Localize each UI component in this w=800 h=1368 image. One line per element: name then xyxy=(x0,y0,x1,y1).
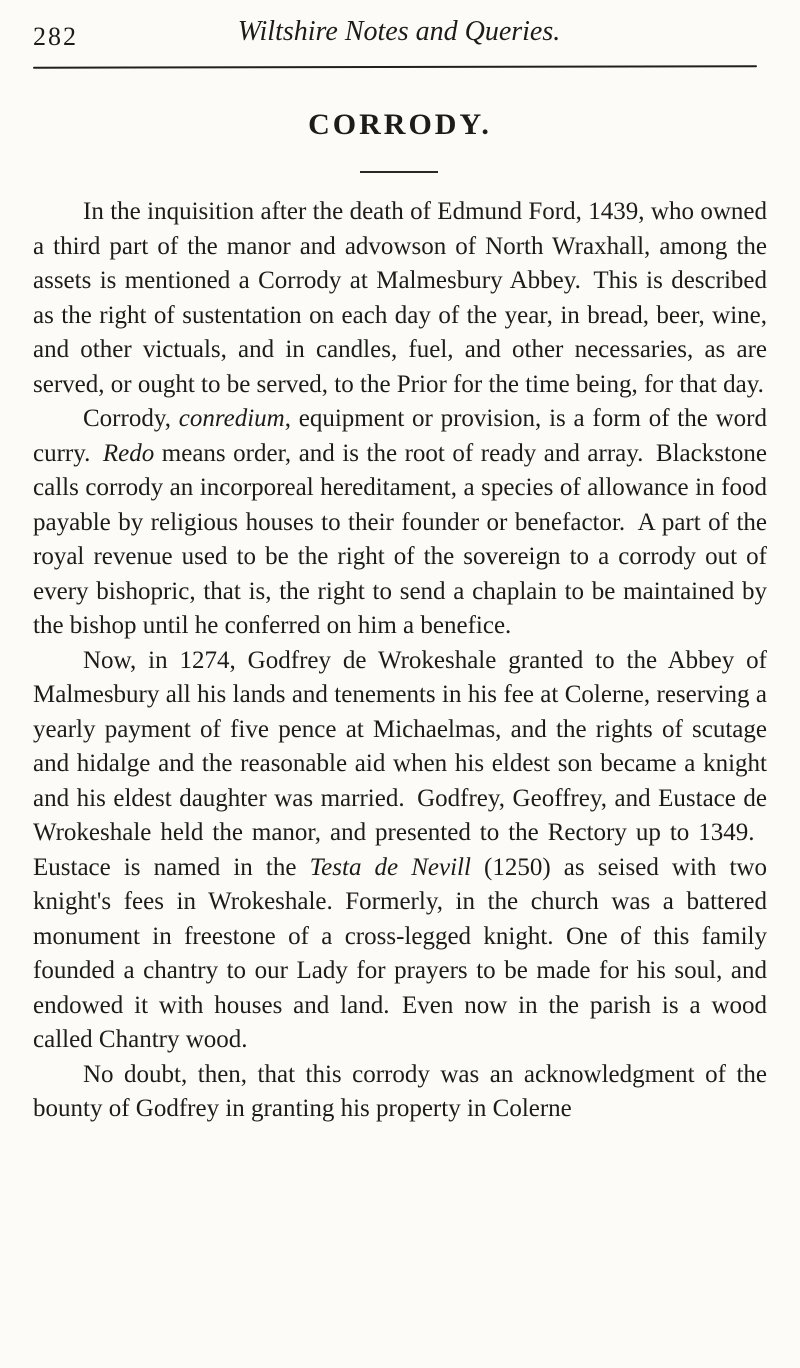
title-divider xyxy=(360,171,438,173)
running-head: Wiltshire Notes and Queries. xyxy=(237,16,561,47)
page-number: 282 xyxy=(33,22,78,51)
italic-text-segment: Redo xyxy=(102,439,155,467)
paragraph xyxy=(33,402,767,644)
page-header xyxy=(33,16,765,52)
paragraph xyxy=(33,195,767,402)
italic-text-segment: Testa de Nevill xyxy=(309,853,471,881)
text-segment: (1250) as seised with two knight's fees in Wrokeshale. Formerly, in the church was a battered monument in freestone of a cross-legged knight. One of this family founded a chantry to our Lady for prayers to be made for his soul, and endowed it with houses and land. Even now in the parish is a wood called Chantry wood. xyxy=(33,853,767,1053)
header-rule xyxy=(33,65,757,69)
text-segment: Corrody, xyxy=(83,405,179,432)
paragraph xyxy=(33,1058,767,1127)
text-segment: , equipment or provision, is a form of the word curry. xyxy=(33,405,767,467)
text-segment: means order, and is the root of ready and array. Blackstone calls corrody an incorporeal hereditament, a species of allowance in food payable by religious houses to their founder or benefactor. A part of the royal revenue used to be the right of the sovereign to a corrody out of every bishopric, that is, the right to send a chaplain to be maintained by the bishop until he conferred on him a benefice. xyxy=(33,439,767,639)
article-body xyxy=(33,195,767,1127)
text-segment: No doubt, then, that this corrody was an acknowledgment of the bounty of Godfrey in granting his property in Colerne xyxy=(33,1060,767,1122)
italic-text-segment: conredium xyxy=(178,405,285,432)
paragraph xyxy=(33,644,767,1058)
text-segment: In the inquisition after the death of Edmund Ford, 1439, who owned a third part of the manor and advowson of North Wraxhall, among the assets is mentioned a Corrody at Malmesbury Abbey. This is described as the right of sustentation on each day of the year, in bread, beer, wine, and other victuals, and in candles, fuel, and other necessaries, as are served, or ought to be served, to the Prior for the time being, for that day. xyxy=(33,198,767,398)
article-title: CORRODY. xyxy=(308,108,492,141)
text-segment: Now, in 1274, Godfrey de Wrokeshale granted to the Abbey of Malmesbury all his lands and tenements in his fee at Colerne, reserving a yearly payment of five pence at Michaelmas, and the rights of scutage and hidalge and the reasonable aid when his eldest son became a knight and his eldest daughter was married. Godfrey, Geoffrey, and Eustace de Wrokeshale held the manor, and presented to the Rectory up to 1349. Eustace is named in the xyxy=(33,646,767,881)
